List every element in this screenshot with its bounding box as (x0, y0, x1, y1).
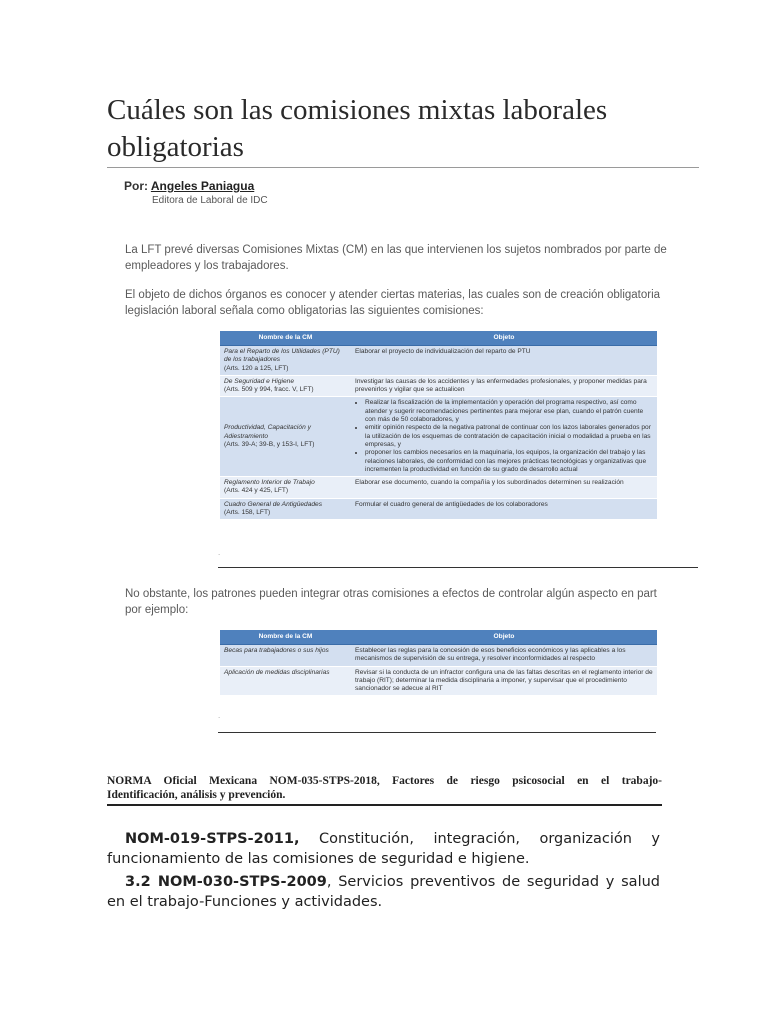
commission-objeto (351, 397, 657, 477)
norma-line-1: NORMA Oficial Mexicana NOM-035-STPS-2018, Factores de riesgo psicosocial en el trabajo- (107, 775, 662, 787)
table-row (220, 477, 657, 499)
nom-030-paragraph (107, 872, 660, 912)
table-row (220, 645, 657, 667)
table2-note-dot: . (218, 712, 221, 720)
however-line-2: por ejemplo: (125, 604, 189, 616)
list-item: • emitir opinión respecto de la negativa patronal de continuar con los lazos laborales generados por la utilización de los esquemas de contratación de capacitación inicial o modalidad a prueba en las empresas, y (365, 424, 653, 449)
commission-name: Becas para trabajadores o sus hijos (220, 645, 351, 667)
commission-ref: (Arts. 39-A; 39-B, y 153-I, LFT) (224, 440, 315, 448)
nom-030-text: , Servicios preventivos de seguridad y salud en el trabajo-Funciones y actividades. (107, 874, 660, 910)
commission-objeto: Elaborar el proyecto de individualización del reparto de PTU (351, 346, 657, 376)
norma-divider (107, 804, 662, 806)
commission-name: Para el Reparto de los Utilidades (PTU) de los trabajadores (224, 348, 340, 364)
table2-header-objeto: Objeto (351, 630, 657, 645)
commission-name: Productividad, Capacitación y Adiestramiento (224, 424, 311, 440)
object-line-1: El objeto de dichos órganos es conocer y atender ciertas materias, las cuales son de creación obligatoria (125, 289, 661, 301)
intro-paragraph (125, 242, 700, 274)
nom-019-paragraph (107, 829, 660, 869)
nom-030-code: 3.2 NOM-030-STPS-2009 (125, 874, 327, 890)
title-divider (107, 167, 699, 168)
commission-name: De Seguridad e Higiene (224, 377, 295, 385)
author-link[interactable]: Angeles Paniagua (150, 179, 255, 193)
object-line-2: legislación laboral señala como obligatorias las siguientes comisiones: (125, 305, 484, 317)
table1-header-name: Nombre de la CM (220, 331, 351, 346)
list-item: • proponer los cambios necesarios en la maquinaria, los equipos, la organización del trabajo y las relaciones laborales, de conformidad con las mejores prácticas tecnológicas y organizativas que incrementen la productividad en función de su grado de desarrollo actual (365, 449, 653, 474)
embedded-article-screenshot (120, 176, 700, 738)
byline-prefix: Por: (124, 179, 148, 193)
table1-rule (218, 567, 698, 568)
norma-line-2: Identificación, análisis y prevención. (107, 789, 286, 801)
author-role: Editora de Laboral de IDC (152, 195, 268, 206)
commission-objeto: Revisar si la conducta de un infractor configura una de las faltas descritas en el reglamento interior de trabajo (RIT); determinar la medida disciplinaria a imponer, y supervisar que el procedimiento sancionador se adecue al RIT (351, 666, 657, 696)
commission-ref: (Arts. 424 y 425, LFT) (224, 487, 289, 495)
byline (124, 179, 254, 193)
commission-ref: (Arts. 158, LFT) (224, 509, 271, 517)
intro-line-1: La LFT prevé diversas Comisiones Mixtas (CM) en las que intervienen los sujetos nombrados por parte de (125, 244, 667, 256)
mandatory-commissions-table (220, 331, 657, 520)
commission-objeto: Establecer las reglas para la concesión de esos beneficios económicos y las aplicables a los mecanismos de supervisión de su entrega, y resolver inconformidades al respecto (351, 645, 657, 667)
commission-objeto: Elaborar ese documento, cuando la compañía y los subordinados determinen su realización (351, 477, 657, 499)
table-row (220, 498, 657, 520)
optional-commissions-table (220, 630, 657, 696)
nom-019-code: NOM-019-STPS-2011, (125, 831, 300, 847)
commission-name: Reglamento Interior de Trabajo (224, 479, 315, 487)
nom-019-text: Constitución, integración, organización y funcionamiento de las comisiones de seguridad e higiene. (107, 831, 660, 867)
table2-header-name: Nombre de la CM (220, 630, 351, 645)
however-paragraph (125, 586, 700, 618)
however-line-1: No obstante, los patrones pueden integrar otras comisiones a efectos de controlar algún aspecto en part (125, 588, 657, 600)
commission-ref: (Arts. 120 a 125, LFT) (224, 364, 289, 372)
commission-ref: (Arts. 509 y 994, fracc. V, LFT) (224, 386, 314, 394)
table2-rule (218, 732, 656, 733)
commission-name: Aplicación de medidas disciplinarias (220, 666, 351, 696)
table-row (220, 397, 657, 477)
object-paragraph (125, 287, 700, 319)
norma-035-heading (107, 774, 662, 802)
commission-objeto: Formular el cuadro general de antigüedades de los colaboradores (351, 498, 657, 520)
list-item: • Realizar la fiscalización de la implementación y operación del programa respectivo, así como atender y sugerir recomendaciones pertinentes para mejorar ese plan, cuando el patrón cuente con más de 50 colaboradores, y (365, 399, 653, 424)
commission-name: Cuadro General de Antigüedades (224, 500, 322, 508)
commission-objeto: Investigar las causas de los accidentes y las enfermedades profesionales, y proponer medidas para prevenirlos y vigilar que se actualicen (351, 375, 657, 397)
intro-line-2: empleadores y los trabajadores. (125, 260, 289, 272)
objeto-bullet-list (355, 399, 653, 474)
table1-header-objeto: Objeto (351, 331, 657, 346)
table1-note-dot: . (218, 549, 221, 557)
table-row (220, 666, 657, 696)
table-row (220, 375, 657, 397)
article-title: Cuáles son las comisiones mixtas laborales obligatorias (107, 94, 608, 163)
table-row (220, 346, 657, 376)
